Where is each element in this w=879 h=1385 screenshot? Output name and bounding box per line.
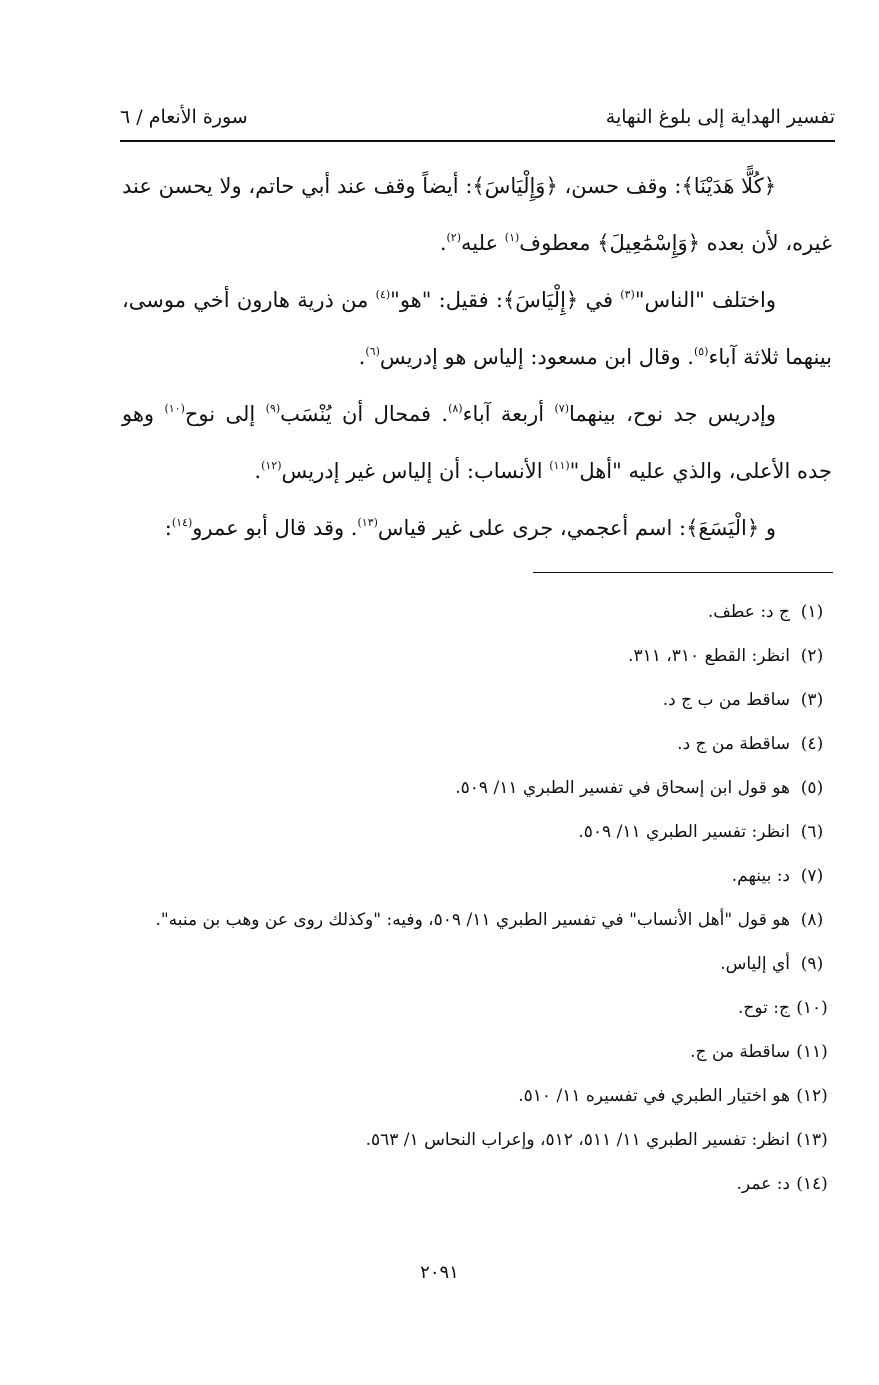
footnote-number: (٨): [800, 910, 824, 930]
footnote-ref: (٦): [365, 345, 380, 358]
footnote-item: [122, 1118, 834, 1162]
footnote-ref: (٩): [265, 402, 281, 415]
footnote-separator: [533, 572, 833, 573]
footnote-item: [122, 678, 834, 722]
footnote-ref: (٥): [693, 345, 709, 358]
footnote-item: [122, 854, 834, 898]
footnote-number: (٩): [800, 954, 824, 974]
footnote-item: [122, 898, 834, 942]
text-run: .: [358, 345, 366, 369]
running-header: [120, 100, 835, 138]
footnote-ref: (٧): [554, 402, 570, 415]
paragraph-2: [122, 269, 832, 383]
text-run: :: [164, 516, 172, 540]
footnote-item: [122, 722, 834, 766]
footnote-text: هو اختيار الطبري في تفسيره ١١/ ٥١٠.: [518, 1086, 790, 1106]
footnote-number: (١٤): [796, 1174, 828, 1194]
footnote-text: أي إلياس.: [720, 954, 790, 974]
footnote-ref: (١١): [549, 459, 570, 472]
footnote-text: د: بينهم.: [731, 866, 790, 886]
footnote-item: [122, 634, 834, 678]
footnote-item: [122, 986, 834, 1030]
footnote-ref: (٢): [446, 231, 462, 244]
footnote-number: (١٣): [796, 1130, 828, 1150]
footnote-ref: (١٣): [357, 516, 378, 529]
page-number: ٢٠٩١: [420, 1262, 459, 1283]
footnote-text: ساقط من ب ج د.: [662, 690, 790, 710]
footnote-number: (١١): [796, 1042, 828, 1062]
footnote-text: انظر: تفسير الطبري ١١/ ٥٠٩.: [578, 822, 790, 842]
text-run: .: [254, 459, 262, 483]
text-run: واختلف "الناس": [634, 288, 776, 312]
footnote-number: (٧): [800, 866, 824, 886]
footnote-number: (٦): [800, 822, 824, 842]
text-run: وهو جده الأعلى، والذي عليه "أهل": [122, 402, 832, 483]
footnote-ref: (١٠): [164, 402, 185, 415]
surah-label: سورة الأنعام / ٦: [120, 106, 248, 128]
text-run: إلى نوح: [184, 402, 266, 426]
book-title: تفسير الهداية إلى بلوغ النهاية: [605, 106, 835, 128]
footnote-number: (٥): [800, 778, 824, 798]
main-text: [122, 160, 832, 554]
text-run: . وقد قال أبو عمرو: [192, 516, 358, 540]
footnote-ref: (٤): [375, 288, 391, 301]
text-run: ﴿كُلًّا هَدَيْنَا﴾: وقف حسن، ﴿وَإِلْيَاسَ﴾: أيضاً وقف عند أبي حاتم، ولا يحسن: [158, 174, 776, 198]
text-run: الأنساب: أن إلياس غير إدريس: [281, 459, 550, 483]
footnote-ref: (٣): [620, 288, 635, 301]
footnotes-list: [122, 590, 834, 1206]
footnote-ref: (١٤): [171, 516, 193, 529]
footnote-number: (١٢): [796, 1086, 828, 1106]
footnote-item: [122, 590, 834, 634]
text-run: وإدريس جد نوح، بينهما: [569, 402, 776, 426]
footnote-item: [122, 766, 834, 810]
paragraph-1: [122, 160, 832, 269]
footnote-ref: (١٢): [261, 459, 282, 472]
text-run: عليه: [461, 231, 505, 255]
footnote-number: (٣): [800, 690, 824, 710]
text-run: من ذرية هارون أخي موسى، بينهما ثلاثة آباء: [122, 288, 832, 369]
footnote-ref: (٨): [448, 402, 463, 415]
paragraph-4: [122, 497, 832, 554]
footnote-text: هو قول "أهل الأنساب" في تفسير الطبري ١١/ ٥٠٩، وفيه: "وكذلك روى عن وهب بن منبه".: [155, 910, 790, 930]
footnote-text: ساقطة من ج.: [690, 1042, 790, 1062]
footnote-item: [122, 942, 834, 986]
text-run: . وقال ابن مسعود: إلياس هو إدريس: [379, 345, 694, 369]
footnote-item: [122, 1162, 834, 1206]
footnote-text: انظر: القطع ٣١٠، ٣١١.: [628, 646, 790, 666]
text-run: أربعة آباء: [462, 402, 555, 426]
footnote-number: (٤): [800, 734, 824, 754]
footnote-number: (١٠): [796, 998, 828, 1018]
text-run: عند غيره، لأن بعده ﴿وَإِسْمَٰعِيلَ﴾ معطوف: [122, 174, 832, 255]
text-run: في ﴿إِلْيَاسَ﴾: فقيل: "هو": [390, 288, 621, 312]
footnote-text: ج: توح.: [738, 998, 790, 1018]
paragraph-3: [122, 383, 832, 497]
footnote-text: انظر: تفسير الطبري ١١/ ٥١١، ٥١٢، وإعراب النحاس ١/ ٥٦٣.: [365, 1130, 790, 1150]
footnote-text: ساقطة من ج د.: [677, 734, 790, 754]
text-run: . فمحال أن يُنْسَب: [280, 402, 449, 426]
text-run: .: [439, 231, 447, 255]
footnote-ref: (١): [504, 231, 520, 244]
footnote-number: (١): [800, 602, 824, 622]
text-run: و ﴿الْيَسَعَ﴾: اسم أعجمي، جرى على غير قياس: [377, 516, 776, 540]
footnote-item: [122, 810, 834, 854]
footnote-item: [122, 1074, 834, 1118]
header-rule: [120, 140, 835, 142]
footnote-item: [122, 1030, 834, 1074]
footnote-number: (٢): [800, 646, 824, 666]
footnote-text: ج د: عطف.: [707, 602, 790, 622]
footnote-text: د: عمر.: [736, 1174, 790, 1194]
footnote-text: هو قول ابن إسحاق في تفسير الطبري ١١/ ٥٠٩.: [455, 778, 790, 798]
